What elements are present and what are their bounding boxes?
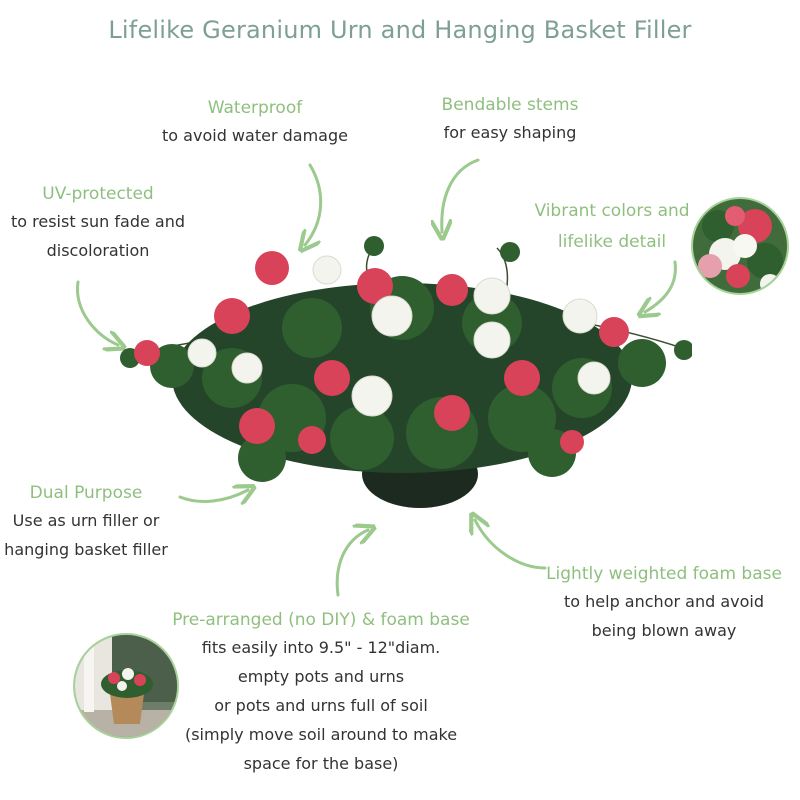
- callout-pre-arranged: [155, 607, 487, 778]
- callout-text: (simply move soil around to make: [184, 725, 458, 744]
- flower-closeup-inset: [690, 196, 790, 296]
- callout-waterproof: [150, 95, 360, 150]
- arrow-foam: [475, 520, 545, 568]
- callout-text: to resist sun fade and: [10, 212, 186, 231]
- callout-heading: Dual Purpose: [29, 483, 143, 503]
- callout-foam-base: [538, 561, 790, 645]
- callout-heading: lifelike detail: [557, 232, 667, 252]
- callout-text: to help anchor and avoid: [563, 592, 764, 611]
- callout-bendable-stems: [425, 92, 595, 147]
- callout-heading: Pre-arranged (no DIY) & foam base: [172, 610, 470, 630]
- callout-text: for easy shaping: [443, 123, 577, 142]
- callout-text: Use as urn filler or: [12, 511, 160, 530]
- arrow-pre-arranged: [337, 530, 368, 595]
- page-title: Lifelike Geranium Urn and Hanging Basket Filler: [108, 16, 692, 44]
- callout-heading: Lightly weighted foam base: [546, 564, 782, 584]
- callout-text: discoloration: [46, 241, 150, 260]
- geranium-arrangement-image: [112, 228, 692, 516]
- arrow-bendable: [442, 160, 478, 232]
- callout-text: fits easily into 9.5" - 12"diam.: [201, 638, 441, 657]
- callout-text: empty pots and urns: [237, 667, 405, 686]
- callout-heading: Waterproof: [207, 98, 303, 118]
- callout-heading: UV-protected: [42, 184, 154, 204]
- callout-heading: Bendable stems: [441, 95, 579, 115]
- callout-text: being blown away: [591, 621, 737, 640]
- callout-text: hanging basket filler: [4, 540, 168, 559]
- urn-porch-inset: [72, 632, 180, 740]
- callout-text: space for the base): [243, 754, 399, 773]
- callout-heading: Vibrant colors and: [534, 201, 690, 221]
- callout-text: to avoid water damage: [162, 126, 348, 145]
- callout-text: or pots and urns full of soil: [214, 696, 428, 715]
